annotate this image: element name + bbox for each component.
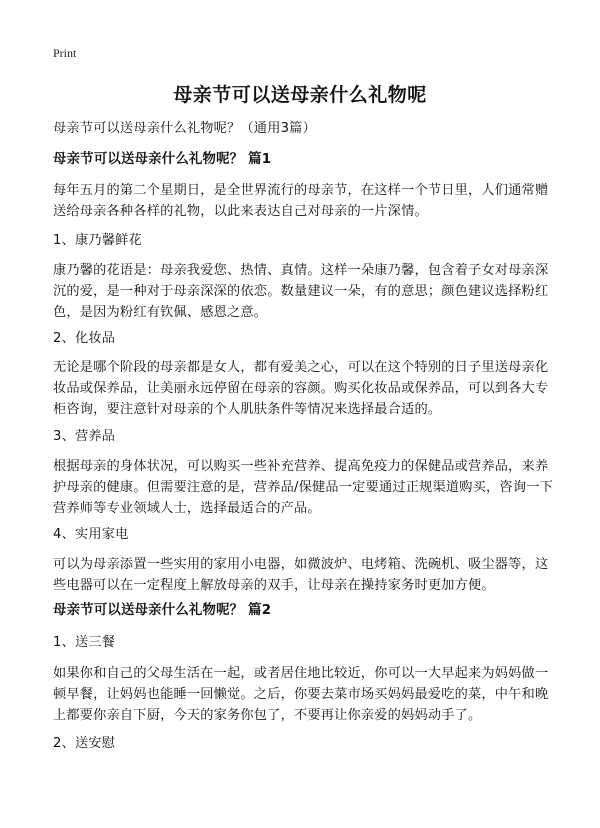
part2-section1-body: 如果你和自己的父母生活在一起，或者居住地比较近，你可以一大早起来为妈妈做一顿早餐，让妈妈也能睡一回懒觉。之后，你要去菜市场买妈妈最爱吃的菜，中午和晚上都要你亲自下厨，今天的家务你包了，不要再让你亲爱的妈妈动手了。 [53, 666, 549, 723]
part1-heading: 母亲节可以送母亲什么礼物呢？ 篇1 [53, 152, 272, 167]
part1-section1-body: 康乃馨的花语是：母亲我爱您、热情、真情。这样一朵康乃馨，包含着子女对母亲深沉的爱，是一种对于母亲深深的依恋。数量建议一朵，有的意思；颜色建议选择粉红色，是因为粉红有钦佩、感恩之意。 [53, 263, 549, 320]
page-title: 母亲节可以送母亲什么礼物呢 [173, 84, 427, 106]
part1-section3-body: 根据母亲的身体状况，可以购买一些补充营养、提高免疫力的保健品或营养品，来养护母亲的健康。但需要注意的是，营养品/保健品一定要通过正规渠道购买，咨询一下营养师等专业领域人士，选择最适合的产品。 [53, 459, 553, 516]
part1-section4-title: 4、实用家电 [53, 527, 129, 542]
part2-section2-title: 2、送安慰 [53, 736, 116, 751]
part2-heading: 母亲节可以送母亲什么礼物呢？ 篇2 [53, 603, 272, 618]
part1-section4-body: 可以为母亲添置一些实用的家用小电器，如微波炉、电烤箱、洗碗机、吸尘器等，这些电器可以在一定程度上解放母亲的双手，让母亲在操持家务时更加方便。 [53, 557, 549, 593]
part1-section1-title: 1、康乃馨鲜花 [53, 233, 142, 248]
part2-section1-title: 1、送三餐 [53, 635, 116, 650]
part1-section2-title: 2、化妆品 [53, 331, 116, 346]
part1-section3-title: 3、营养品 [53, 429, 116, 444]
part1-section2-body: 无论是哪个阶段的母亲都是女人，都有爱美之心，可以在这个特别的日子里送母亲化妆品或保养品，让美丽永远停留在母亲的容颜。购买化妆品或保养品，可以到各大专柜咨询，要注意针对母亲的个人肌肤条件等情况来选择最合适的。 [53, 360, 549, 417]
print-label[interactable]: Print [53, 46, 77, 60]
subtitle: 母亲节可以送母亲什么礼物呢？（通用3篇） [53, 121, 316, 136]
part1-intro: 每年五月的第二个星期日，是全世界流行的母亲节，在这样一个节日里，人们通常赠送给母亲各种各样的礼物，以此来表达自己对母亲的一片深情。 [53, 183, 549, 219]
